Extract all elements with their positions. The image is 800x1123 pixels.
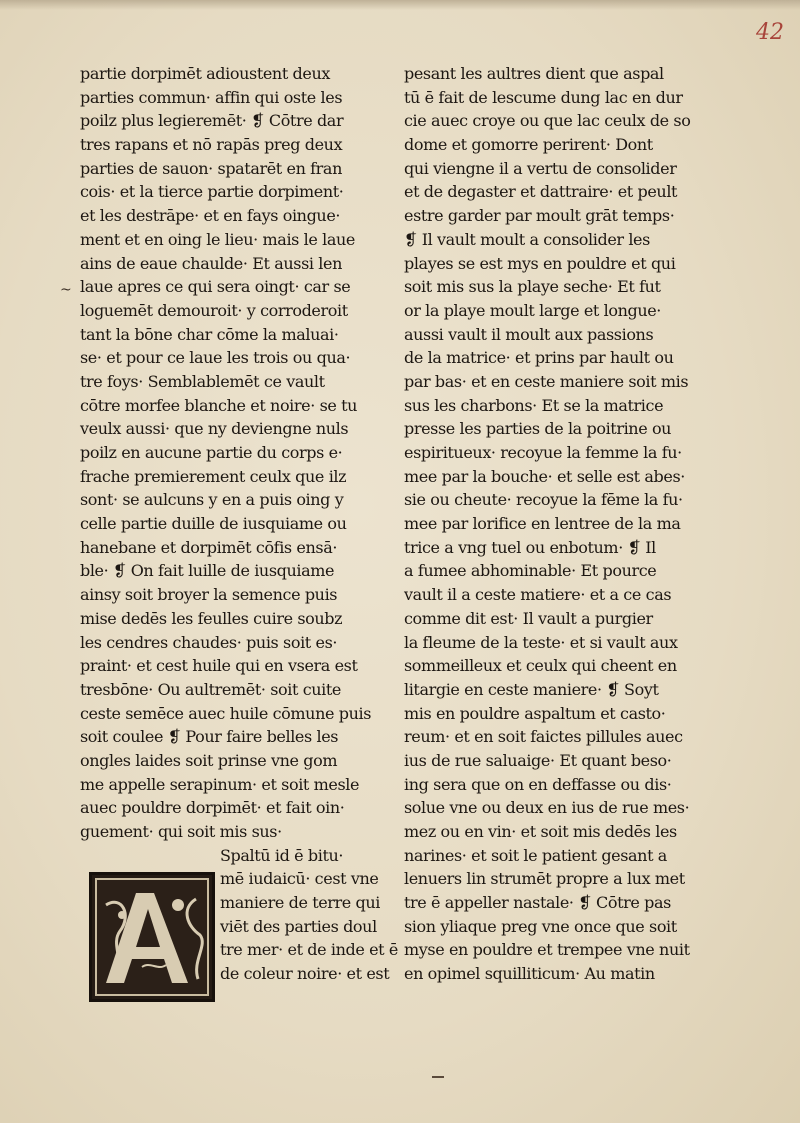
text-line: or la playe moult large et longue·: [404, 300, 661, 320]
text-line: mee par lorifice en lentree de la ma: [404, 514, 681, 534]
text-line: dome et gomorre perirent· Dont: [404, 135, 653, 155]
text-line: litargie en ceste maniere· ❡ Soyt: [404, 679, 659, 699]
text-line: aussi vault il moult aux passions: [404, 324, 654, 344]
text-line: loguemēt demouroit· y corroderoit: [80, 300, 348, 320]
text-line: mis en pouldre aspaltum et casto·: [404, 703, 666, 723]
text-line: et de degaster et dattraire· et peult: [404, 182, 678, 202]
text-line: vault il a ceste matiere· et a ce cas: [404, 585, 672, 605]
text-line: reum· et en soit faictes pillules auec: [404, 727, 683, 747]
text-line: sie ou cheute· recoyue la fēme la fu·: [404, 490, 683, 510]
text-line: cois· et la tierce partie dorpiment·: [80, 182, 344, 202]
text-line: cie auec croye ou que lac ceulx de so: [404, 111, 691, 131]
text-line: sont· se aulcuns y en a puis oing y: [80, 490, 344, 510]
text-line-beside-initial: maniere de terre qui: [220, 893, 381, 913]
text-line: estre garder par moult grāt temps·: [404, 206, 675, 226]
text-line: tant la bōne char cōme la maluai·: [80, 324, 339, 344]
text-line: frache premierement ceulx que ilz: [80, 466, 347, 486]
text-line: ing sera que on en deffasse ou dis·: [404, 774, 672, 794]
text-line: trice a vng tuel ou enbotum· ❡ Il: [404, 537, 656, 557]
text-line: partie dorpimēt adioustent deux: [80, 64, 330, 83]
text-line-beside-initial: de coleur noire· et est: [220, 964, 390, 984]
text-line: soit mis sus la playe seche· Et fut: [404, 277, 661, 297]
text-line: espiritueux· recoyue la femme la fu·: [404, 443, 682, 462]
page-mark: [432, 1076, 444, 1078]
text-line: ainsy soit broyer la semence puis: [80, 585, 338, 605]
text-line: praint· et cest huile qui en vsera est: [80, 656, 358, 676]
text-line: mee par la bouche· et selle est abes·: [404, 466, 685, 486]
text-line: comme dit est· Il vault a purgier: [404, 608, 653, 628]
text-line: hanebane et dorpimēt cōfis ensā·: [80, 537, 338, 557]
text-line: playes se est mys en pouldre et qui: [404, 253, 676, 273]
text-line-beside-initial: mē iudaicū· cest vne: [220, 869, 379, 889]
text-line: mise dedēs les feulles cuire soubz: [80, 608, 343, 628]
text-line: qui viengne il a vertu de consolider: [404, 158, 677, 178]
text-line: narines· et soit le patient gesant a: [404, 845, 667, 865]
text-line: poilz en aucune partie du corps e·: [80, 443, 343, 462]
text-line: guement· qui soit mis sus·: [80, 822, 282, 841]
left-column: [80, 62, 398, 986]
text-line: tres rapans et nō rapās preg deux: [80, 135, 343, 155]
text-line-beside-initial: viēt des parties doul: [220, 916, 377, 936]
text-line: parties de sauon· spatarēt en fran: [80, 158, 342, 178]
text-line: ius de rue saluaige· Et quant beso·: [404, 750, 672, 770]
text-line: mez ou en vin· et soit mis dedēs les: [404, 822, 677, 841]
text-line: ment et en oing le lieu· mais le laue: [80, 229, 355, 249]
text-line: soit coulee ❡ Pour faire belles les: [80, 727, 339, 747]
text-line: en opimel squilliticum· Au matin: [404, 964, 655, 984]
text-line: pesant les aultres dient que aspal: [404, 64, 664, 83]
text-line: tresbōne· Ou aultremēt· soit cuite: [80, 679, 341, 699]
text-line: tre foys· Semblablemēt ce vault: [80, 371, 325, 391]
text-line: ceste semēce auec huile cōmune puis: [80, 703, 372, 723]
text-line: cōtre morfee blanche et noire· se tu: [80, 395, 358, 415]
text-line: ongles laides soit prinse vne gom: [80, 750, 338, 770]
text-line: poilz plus legieremēt· ❡ Cōtre dar: [80, 111, 344, 131]
margin-mark: ~: [60, 282, 72, 298]
text-line: se· et pour ce laue les trois ou qua·: [80, 348, 351, 368]
folio-number: 42: [756, 20, 784, 45]
woodcut-initial-A-icon: [89, 872, 215, 1002]
text-line: sus les charbons· Et se la matrice: [404, 395, 664, 415]
text-line: lenuers lin strumēt propre a lux met: [404, 869, 685, 889]
text-line: tū ē fait de lescume dung lac en dur: [404, 87, 683, 107]
text-line: parties commun· affin qui oste les: [80, 87, 343, 107]
text-line: tre ē appeller nastale· ❡ Cōtre pas: [404, 893, 671, 913]
text-line-beside-initial: Spaltū id ē bitu·: [220, 845, 344, 865]
text-line: veulx aussi· que ny deviengne nuls: [80, 419, 349, 439]
text-line: ble· ❡ On fait luille de iusquiame: [80, 561, 335, 581]
text-line: la fleume de la teste· et si vault aux: [404, 632, 678, 652]
text-line: de la matrice· et prins par hault ou: [404, 348, 674, 368]
text-line: sion yliaque preg vne once que soit: [404, 916, 677, 936]
text-line-beside-initial: tre mer· et de inde et ē: [220, 940, 398, 960]
text-line: et les destrāpe· et en fays oingue·: [80, 206, 341, 226]
text-line: laue apres ce qui sera oingt· car se: [80, 277, 351, 297]
text-line: presse les parties de la poitrine ou: [404, 419, 672, 439]
text-line: par bas· et en ceste maniere soit mis: [404, 371, 689, 391]
page-edge-shadow: [0, 0, 800, 10]
text-line: auec pouldre dorpimēt· et fait oin·: [80, 798, 345, 818]
text-line: ains de eaue chaulde· Et aussi len: [80, 253, 342, 273]
text-line: les cendres chaudes· puis soit es·: [80, 632, 338, 652]
text-line: ❡ Il vault moult a consolider les: [404, 229, 650, 249]
text-line: me appelle serapinum· et soit mesle: [80, 774, 360, 794]
right-column: [404, 62, 709, 986]
text-line: celle partie duille de iusquiame ou: [80, 514, 347, 534]
text-line: a fumee abhominable· Et pource: [404, 561, 657, 581]
text-line: myse en pouldre et trempee vne nuit: [404, 940, 690, 960]
text-line: sommeilleux et ceulx qui cheent en: [404, 656, 677, 676]
text-line: solue vne ou deux en ius de rue mes·: [404, 798, 690, 818]
